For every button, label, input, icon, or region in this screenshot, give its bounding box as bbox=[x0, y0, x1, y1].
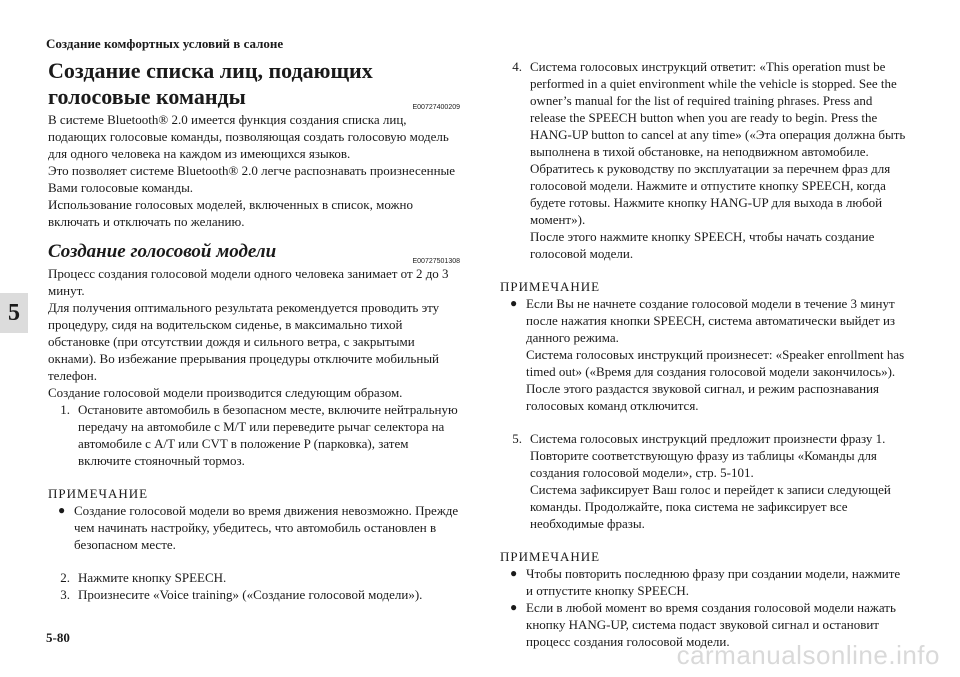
step-1 bbox=[48, 401, 460, 469]
section-paragraph: Использование голосовых моделей, включенных в список, можно включать и отключать по желанию. bbox=[48, 197, 413, 229]
step-5 bbox=[500, 430, 910, 532]
step-number: 1. bbox=[60, 402, 70, 417]
step-text: Нажмите кнопку SPEECH. bbox=[78, 570, 227, 585]
bullet-icon: ● bbox=[510, 566, 518, 580]
note-bullet bbox=[500, 565, 910, 599]
subsection-paragraph: Процесс создания голосовой модели одного человека занимает от 2 до 3 минут. bbox=[48, 266, 449, 298]
subsection-title: Создание голосовой модели bbox=[48, 241, 277, 262]
step-number: 5. bbox=[512, 431, 522, 446]
step-text: Произнесите «Voice training» («Создание голосовой модели»). bbox=[78, 587, 423, 602]
bullet-icon: ● bbox=[510, 296, 518, 310]
step-3 bbox=[48, 586, 460, 603]
step-text: Система голосовых инструкций предложит произнести фразу 1. Повторите соответствующую фразу из таблицы «Команды для создания голосовой модели», стр. 5-101. bbox=[530, 431, 886, 480]
note-text: Создание голосовой модели во время движения невозможно. Прежде чем начинать настройку, убедитесь, что автомобиль остановлен в безопасном месте. bbox=[74, 503, 459, 552]
watermark: carmanualsonline.info bbox=[676, 640, 940, 670]
step-text: После этого нажмите кнопку SPEECH, чтобы начать создание голосовой модели. bbox=[530, 229, 875, 261]
subsection-paragraph: Создание голосовой модели производится следующим образом. bbox=[48, 385, 403, 400]
right-column bbox=[500, 58, 910, 650]
step-number: 2. bbox=[60, 570, 70, 585]
note-text: Система голосовых инструкций произнесет: «Speaker enrollment has timed out» («Время для создания голосовой модели закончилось»). После этого раздастся звуковой сигнал, и режим распознавания голосовых команд отключится. bbox=[526, 347, 905, 413]
note-text: Чтобы повторить последнюю фразу при создании модели, нажмите и отпустите кнопку SPEECH. bbox=[526, 566, 901, 598]
section-title: Создание списка лиц, подающих голосовые команды bbox=[48, 58, 373, 109]
chapter-tab: 5 bbox=[0, 293, 28, 333]
step-2 bbox=[48, 569, 460, 586]
note-heading: ПРИМЕЧАНИЕ bbox=[500, 279, 601, 294]
note-heading: ПРИМЕЧАНИЕ bbox=[48, 486, 149, 501]
bullet-icon: ● bbox=[510, 600, 518, 614]
running-header: Создание комфортных условий в салоне bbox=[46, 36, 284, 51]
bullet-icon: ● bbox=[58, 503, 66, 517]
note-text: Если Вы не начнете создание голосовой модели в течение 3 минут после нажатия кнопки SPEECH, система автоматически выйдет из данного режима. bbox=[526, 296, 896, 345]
subsection-code: E00727501308 bbox=[412, 258, 460, 265]
note-text: Если в любой момент во время создания голосовой модели нажать кнопку HANG-UP, система подаст звуковой сигнал и остановит процесс создания голосовой модели. bbox=[526, 600, 896, 649]
left-column bbox=[48, 58, 460, 603]
step-number: 4. bbox=[512, 59, 522, 74]
step-number: 3. bbox=[60, 587, 70, 602]
page-number: 5-80 bbox=[46, 630, 70, 645]
step-4 bbox=[500, 58, 910, 262]
note-heading: ПРИМЕЧАНИЕ bbox=[500, 549, 601, 564]
section-paragraph: Это позволяет системе Bluetooth® 2.0 легче распознавать произнесенные Вами голосовые команды. bbox=[48, 163, 456, 195]
section-paragraph: В системе Bluetooth® 2.0 имеется функция создания списка лиц, подающих голосовые команды, позволяющая создать голосовую модель для одного человека на каждом из имеющихся языков. bbox=[48, 112, 449, 161]
step-text: Система зафиксирует Ваш голос и перейдет к записи следующей команды. Продолжайте, пока система не зафиксирует все необходимые фразы. bbox=[530, 482, 891, 531]
step-text: Остановите автомобиль в безопасном месте, включите нейтральную передачу на автомобиле с M/T или переведите рычаг селектора на автомобиле с A/T или CVT в положение P (парковка), затем включите стояночный тормоз. bbox=[78, 402, 458, 468]
step-text: Система голосовых инструкций ответит: «This operation must be performed in a quiet environment while the vehicle is stopped. See the owner’s manual for the list of required training phrases. Press and release the SPEECH button when you are ready to begin. Press the HANG-UP button to cancel at any time» («Эта операция должна быть выполнена в тихой обстановке, на неподвижном автомобиле. Обратитесь к руководству по эксплуатации за перечнем фраз для голосовой модели. Нажмите и отпустите кнопку SPEECH, когда будете готовы. Нажмите кнопку HANG-UP для выхода в любой момент»). bbox=[530, 59, 906, 227]
note-bullet bbox=[500, 599, 910, 650]
note-bullet bbox=[48, 502, 460, 553]
section-code: E00727400209 bbox=[412, 104, 460, 111]
subsection-paragraph: Для получения оптимального результата рекомендуется проводить эту процедуру, сидя на водительском сиденье, в максимально тихой обстановке (при отсутствии дождя и сильного ветра, с закрытыми окнами). Во избежание прерывания процедуры отключите мобильный телефон. bbox=[48, 300, 440, 383]
note-bullet bbox=[500, 295, 910, 414]
